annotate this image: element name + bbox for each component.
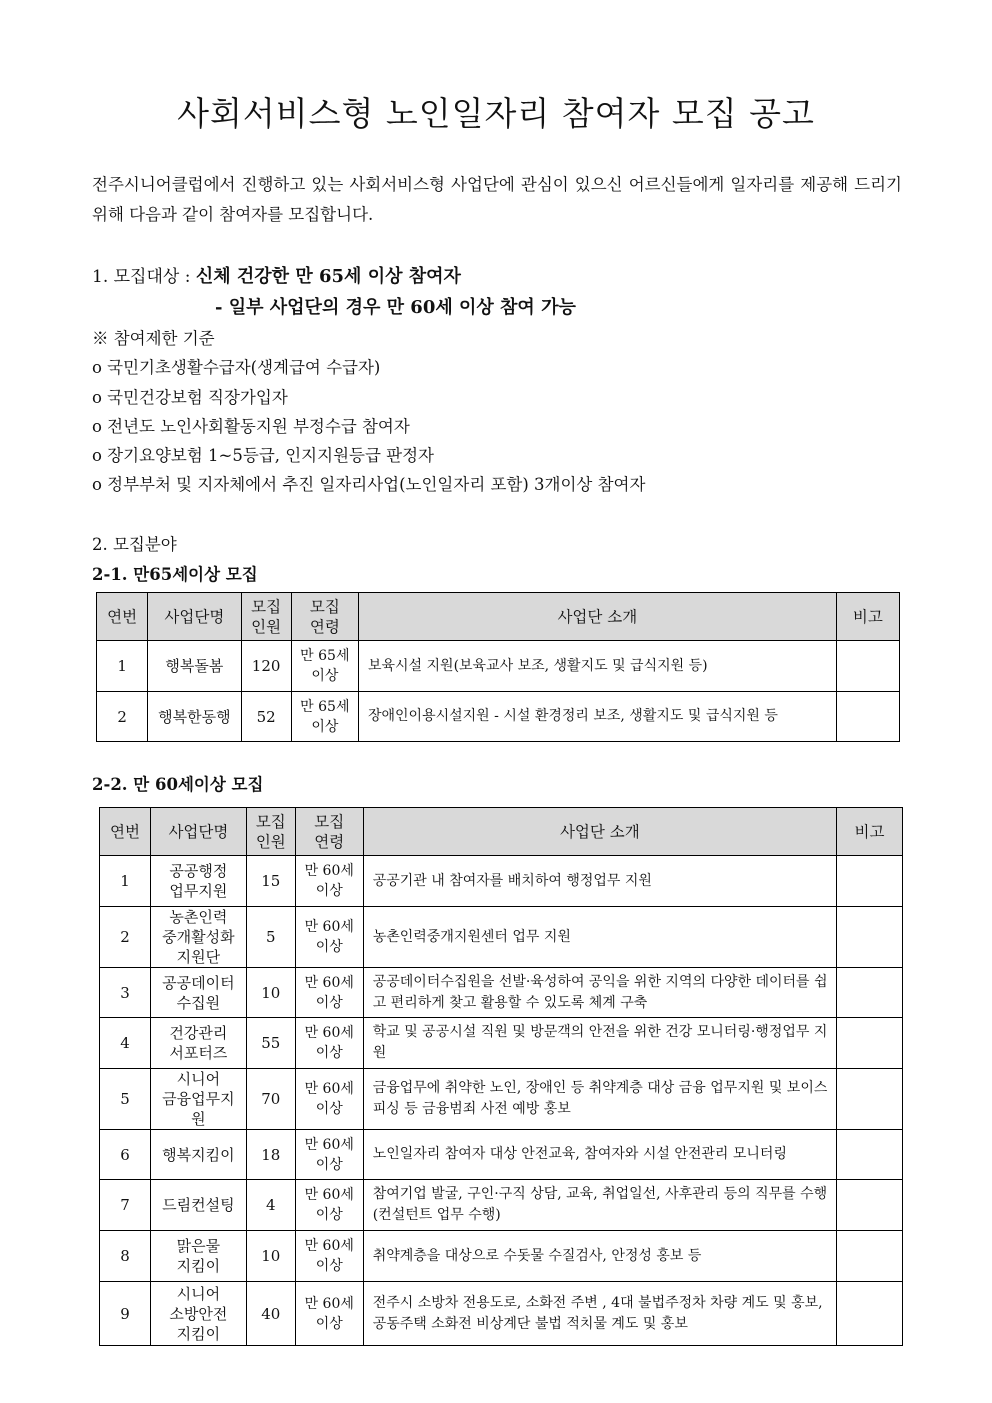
cell-desc: 참여기업 발굴, 구인·구직 상담, 교육, 취업일선, 사후관리 등의 직무를 수행(컨설턴트 업무 수행) <box>363 1180 836 1231</box>
table-header-row <box>100 808 903 856</box>
header-no: 연번 <box>97 593 148 641</box>
cell-desc: 보육시설 지원(보육교사 보조, 생활지도 및 급식지원 등) <box>358 641 836 692</box>
table-row <box>97 692 900 742</box>
cell-note <box>837 968 903 1018</box>
cell-count: 10 <box>246 968 295 1018</box>
table-row <box>100 856 903 907</box>
cell-name: 공공데이터 수집원 <box>150 968 246 1018</box>
table-header-row <box>97 593 900 641</box>
cell-desc: 공공기관 내 참여자를 배치하여 행정업무 지원 <box>363 856 836 907</box>
cell-name: 건강관리 서포터즈 <box>150 1018 246 1069</box>
cell-name: 공공행정 업무지원 <box>150 856 246 907</box>
restriction-item: o 국민건강보험 직장가입자 <box>92 388 288 407</box>
recruit-target-value: 신체 건강한 만 65세 이상 참여자 <box>195 266 461 287</box>
cell-note <box>837 1180 903 1231</box>
cell-age: 만 65세 이상 <box>291 641 358 692</box>
table-row <box>100 1130 903 1180</box>
cell-count: 40 <box>246 1282 295 1346</box>
cell-age: 만 60세 이상 <box>295 1180 363 1231</box>
cell-note <box>837 1231 903 1282</box>
cell-note <box>837 907 903 968</box>
cell-name: 행복한동행 <box>148 692 241 742</box>
cell-no: 1 <box>97 641 148 692</box>
table-row <box>100 1282 903 1346</box>
cell-age: 만 65세 이상 <box>291 692 358 742</box>
restriction-item: o 전년도 노인사회활동지원 부정수급 참여자 <box>92 417 410 436</box>
cell-count: 120 <box>241 641 291 692</box>
cell-name: 행복지킴이 <box>150 1130 246 1180</box>
cell-age: 만 60세 이상 <box>295 1018 363 1069</box>
cell-count: 70 <box>246 1069 295 1130</box>
cell-name: 드림컨설팅 <box>150 1180 246 1231</box>
cell-count: 4 <box>246 1180 295 1231</box>
cell-no: 2 <box>100 907 151 968</box>
table-row <box>100 1018 903 1069</box>
cell-age: 만 60세 이상 <box>295 1130 363 1180</box>
header-age: 모집 연령 <box>295 808 363 856</box>
header-count: 모집 인원 <box>246 808 295 856</box>
header-note: 비고 <box>837 808 903 856</box>
header-name: 사업단명 <box>150 808 246 856</box>
cell-no: 8 <box>100 1231 151 1282</box>
table-body <box>100 856 903 1346</box>
table-row <box>100 907 903 968</box>
cell-age: 만 60세 이상 <box>295 1231 363 1282</box>
header-no: 연번 <box>100 808 151 856</box>
cell-desc: 노인일자리 참여자 대상 안전교육, 참여자와 시설 안전관리 모니터링 <box>363 1130 836 1180</box>
table-65-plus <box>96 592 900 742</box>
cell-no: 9 <box>100 1282 151 1346</box>
cell-age: 만 60세 이상 <box>295 1282 363 1346</box>
cell-name: 행복돌봄 <box>148 641 241 692</box>
cell-desc: 전주시 소방차 전용도로, 소화전 주변 , 4대 불법주정차 차량 계도 및 홍보, 공동주택 소화전 비상계단 불법 적치물 계도 및 홍보 <box>363 1282 836 1346</box>
section2-heading: 2. 모집분야 <box>92 535 177 554</box>
table-60-plus <box>99 807 903 1346</box>
cell-count: 10 <box>246 1231 295 1282</box>
intro-paragraph: 전주시니어클럽에서 진행하고 있는 사회서비스형 사업단에 관심이 있으신 어르신들에게 일자리를 제공해 드리기 위해 다음과 같이 참여자를 모집합니다. <box>92 175 902 224</box>
cell-no: 7 <box>100 1180 151 1231</box>
cell-no: 1 <box>100 856 151 907</box>
cell-age: 만 60세 이상 <box>295 856 363 907</box>
header-note: 비고 <box>836 593 899 641</box>
cell-no: 4 <box>100 1018 151 1069</box>
cell-name: 시니어 소방안전 지킴이 <box>150 1282 246 1346</box>
cell-desc: 공공데이터수집원을 선발·육성하여 공익을 위한 지역의 다양한 데이터를 쉽고 편리하게 찾고 활용할 수 있도록 체계 구축 <box>363 968 836 1018</box>
cell-note <box>837 1018 903 1069</box>
cell-name: 시니어 금융업무지원 <box>150 1069 246 1130</box>
recruit-target-note: - 일부 사업단의 경우 만 60세 이상 참여 가능 <box>215 297 576 318</box>
restriction-item: o 장기요양보험 1~5등급, 인지지원등급 판정자 <box>92 446 434 465</box>
table-row <box>100 1231 903 1282</box>
table-row <box>97 641 900 692</box>
header-desc: 사업단 소개 <box>363 808 836 856</box>
page-title: 사회서비스형 노인일자리 참여자 모집 공고 <box>177 94 815 133</box>
header-age: 모집 연령 <box>291 593 358 641</box>
cell-no: 5 <box>100 1069 151 1130</box>
cell-desc: 금융업무에 취약한 노인, 장애인 등 취약계층 대상 금융 업무지원 및 보이스피싱 등 금융범죄 사전 예방 홍보 <box>363 1069 836 1130</box>
cell-desc: 장애인이용시설지원 - 시설 환경정리 보조, 생활지도 및 급식지원 등 <box>358 692 836 742</box>
recruit-target-label: 1. 모집대상 : <box>92 267 196 287</box>
cell-count: 5 <box>246 907 295 968</box>
section2-1-heading: 2-1. 만65세이상 모집 <box>92 565 258 584</box>
cell-name: 맑은물 지킴이 <box>150 1231 246 1282</box>
cell-count: 52 <box>241 692 291 742</box>
table-row <box>100 968 903 1018</box>
restriction-item: o 국민기초생활수급자(생계급여 수급자) <box>92 358 381 377</box>
cell-no: 2 <box>97 692 148 742</box>
cell-count: 55 <box>246 1018 295 1069</box>
cell-age: 만 60세 이상 <box>295 1069 363 1130</box>
table-row <box>100 1180 903 1231</box>
cell-desc: 농촌인력중개지원센터 업무 지원 <box>363 907 836 968</box>
cell-note <box>837 856 903 907</box>
cell-name: 농촌인력 중개활성화 지원단 <box>150 907 246 968</box>
cell-age: 만 60세 이상 <box>295 907 363 968</box>
cell-note <box>837 1069 903 1130</box>
cell-no: 3 <box>100 968 151 1018</box>
table-row <box>100 1069 903 1130</box>
section2-2-heading: 2-2. 만 60세이상 모집 <box>92 775 264 794</box>
cell-note <box>836 641 899 692</box>
header-desc: 사업단 소개 <box>358 593 836 641</box>
cell-desc: 학교 및 공공시설 직원 및 방문객의 안전을 위한 건강 모니터링·행정업무 지원 <box>363 1018 836 1069</box>
cell-count: 18 <box>246 1130 295 1180</box>
recruit-target-line <box>92 262 461 288</box>
header-count: 모집 인원 <box>241 593 291 641</box>
cell-no: 6 <box>100 1130 151 1180</box>
cell-note <box>836 692 899 742</box>
restriction-title: ※ 참여제한 기준 <box>92 329 215 348</box>
cell-count: 15 <box>246 856 295 907</box>
header-name: 사업단명 <box>148 593 241 641</box>
cell-desc: 취약계층을 대상으로 수돗물 수질검사, 안정성 홍보 등 <box>363 1231 836 1282</box>
restriction-item: o 정부부처 및 지자체에서 추진 일자리사업(노인일자리 포함) 3개이상 참여자 <box>92 475 646 494</box>
cell-age: 만 60세 이상 <box>295 968 363 1018</box>
cell-note <box>837 1282 903 1346</box>
cell-note <box>837 1130 903 1180</box>
